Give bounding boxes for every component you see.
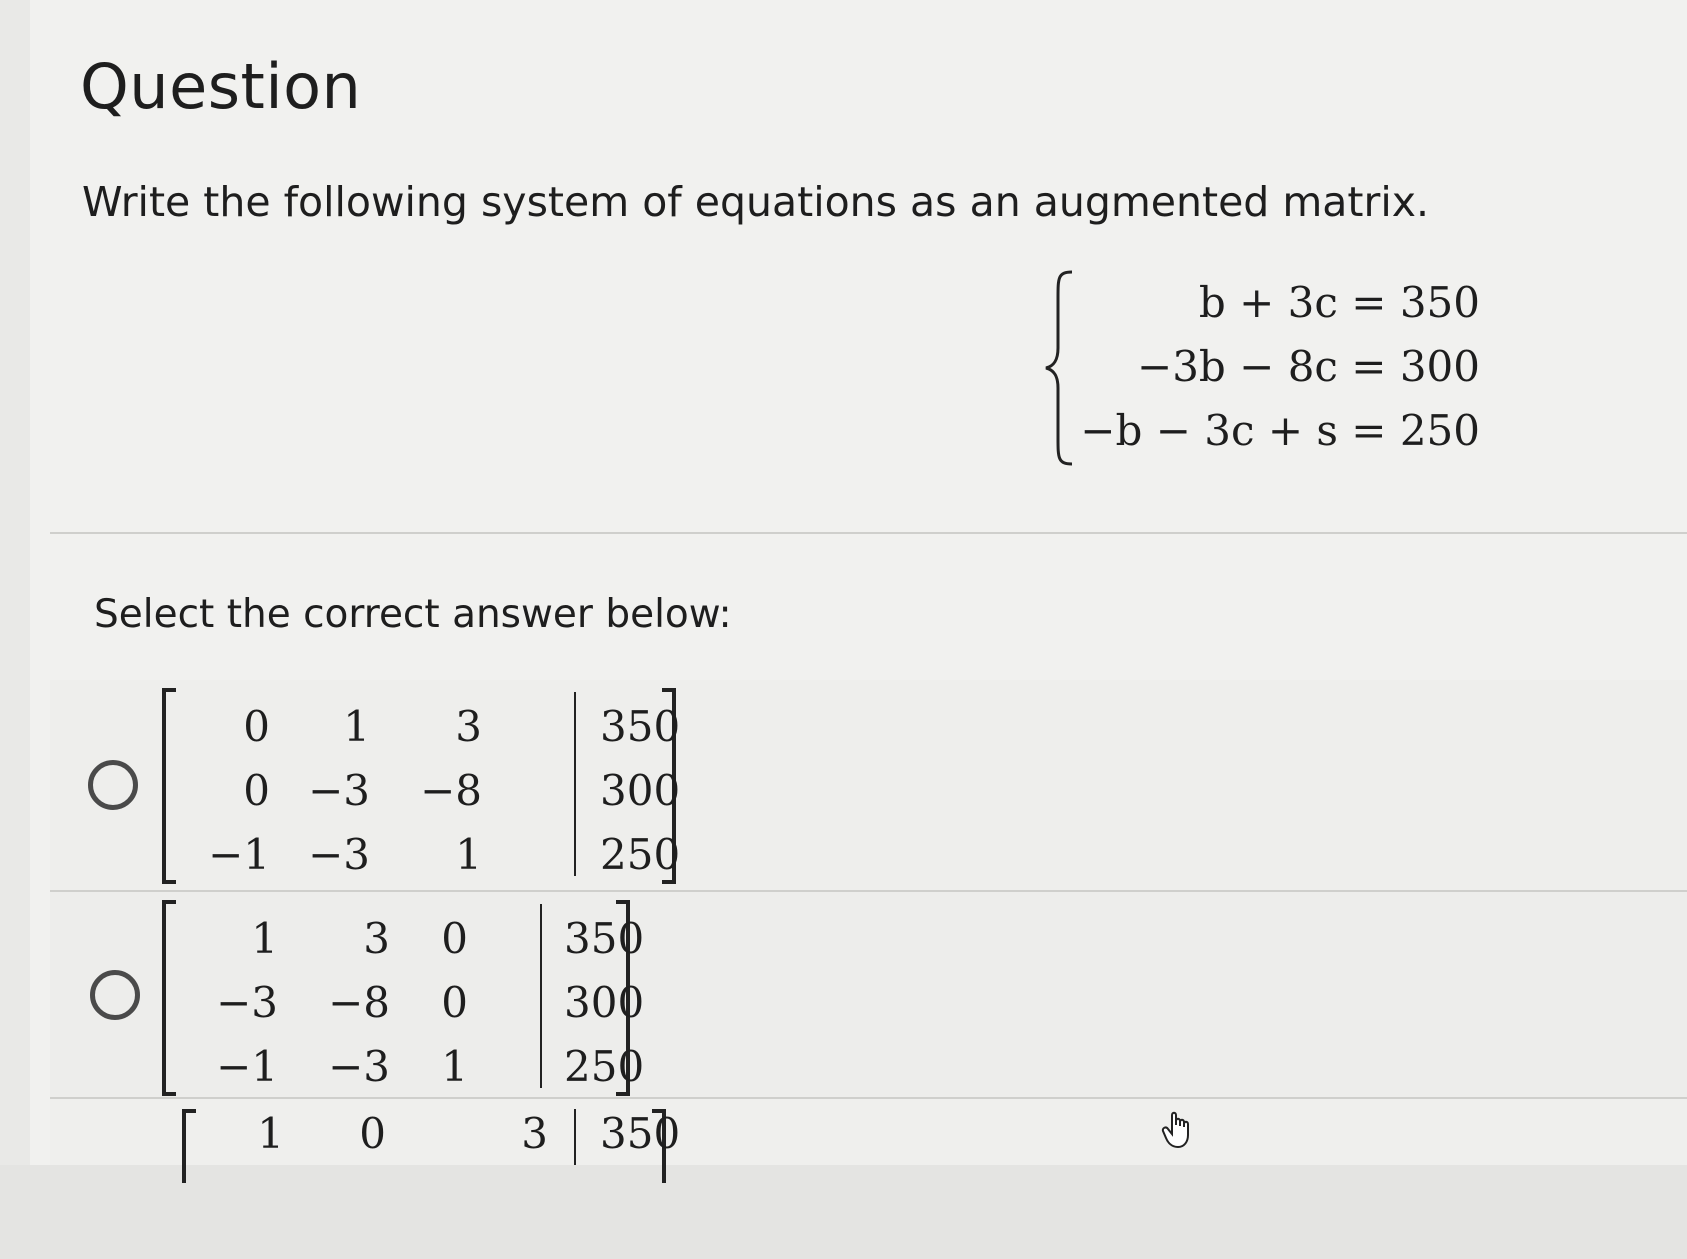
matrix-cell: 1 [441,1042,468,1091]
question-instruction: Write the following system of equations as an augmented matrix. [82,178,1430,226]
left-brace [1040,268,1080,468]
matrix-cell: 1 [455,830,482,879]
radio-button-option-2[interactable] [90,970,140,1020]
matrix-cell: 1 [343,702,370,751]
page-footer-area [0,1165,1687,1259]
augmented-matrix-option-1 [162,688,722,884]
matrix-cell: 250 [600,830,681,879]
matrix-cell: −1 [208,830,270,879]
matrix-cell: 3 [455,702,482,751]
matrix-cell: 350 [600,1109,681,1158]
radio-button-option-1[interactable] [88,760,138,810]
matrix-cell: 300 [600,766,681,815]
equation-system [1040,268,1490,468]
matrix-cell: −8 [420,766,482,815]
matrix-cell: 1 [257,1109,284,1158]
page-title: Question [80,50,362,123]
matrix-cell: 3 [521,1109,548,1158]
matrix-cell: 350 [564,914,645,963]
matrix-cell: 0 [243,766,270,815]
matrix-cell: −3 [216,978,278,1027]
answer-option-2[interactable] [50,892,1687,1097]
section-divider [50,532,1687,534]
matrix-cell: 300 [564,978,645,1027]
equation-1: b + 3c = 350 [1198,278,1480,327]
matrix-cell: −3 [328,1042,390,1091]
hand-pointer-icon [1158,1107,1202,1160]
augmented-matrix-option-2 [162,900,682,1096]
matrix-cell: 3 [363,914,390,963]
matrix-cell: 0 [441,978,468,1027]
answer-prompt: Select the correct answer below: [94,592,732,637]
matrix-cell: 0 [359,1109,386,1158]
augmented-matrix-option-3 [182,1105,722,1165]
matrix-cell: −1 [216,1042,278,1091]
matrix-cell: 1 [251,914,278,963]
equation-2: −3b − 8c = 300 [1137,342,1480,391]
answer-option-3[interactable] [50,1099,1687,1165]
matrix-cell: 0 [243,702,270,751]
equation-3: −b − 3c + s = 250 [1080,406,1480,455]
matrix-cell: −3 [308,766,370,815]
matrix-cell: 250 [564,1042,645,1091]
matrix-cell: 0 [441,914,468,963]
matrix-cell: −3 [308,830,370,879]
answer-option-1[interactable] [50,680,1687,890]
matrix-cell: −8 [328,978,390,1027]
matrix-cell: 350 [600,702,681,751]
